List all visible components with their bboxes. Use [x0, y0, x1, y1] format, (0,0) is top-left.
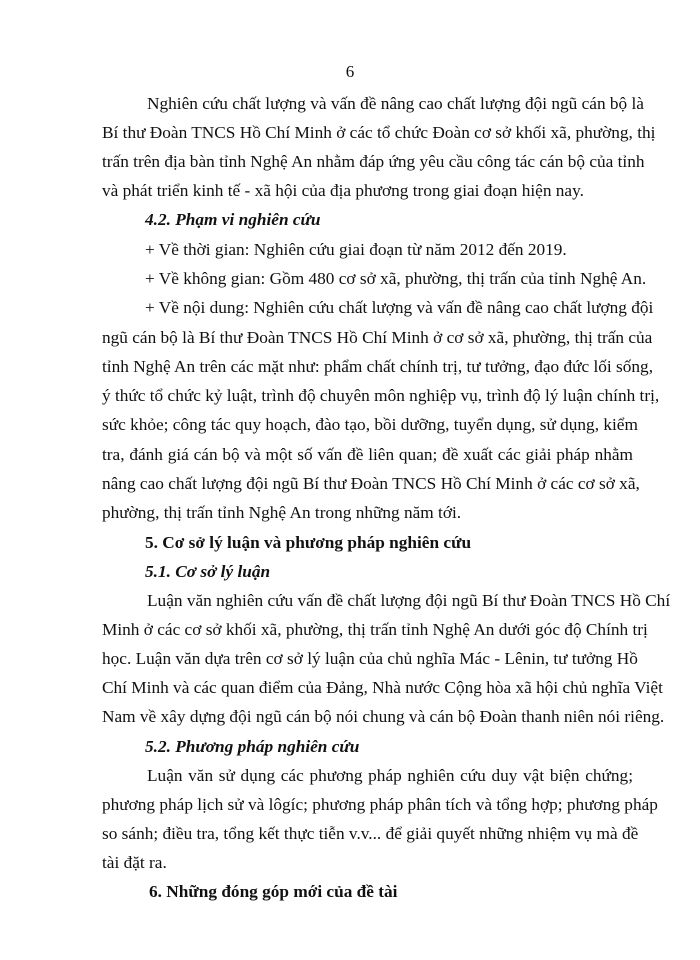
paragraph-1-line-3: trấn trên địa bàn tỉnh Nghệ An nhằm đáp ứng yêu cầu công tác cán bộ của tỉnh [102, 152, 645, 171]
scope-content-line-6: tra, đánh giá cán bộ và một số vấn đề liên quan; đề xuất các giải pháp nhằm [102, 445, 633, 464]
method-line-1: Luận văn sử dụng các phương pháp nghiên cứu duy vật biện chứng; [147, 766, 633, 785]
scope-content-line-1: + Về nội dung: Nghiên cứu chất lượng và vấn đề nâng cao chất lượng đội [145, 298, 654, 317]
theory-line-1: Luận văn nghiên cứu vấn đề chất lượng đội ngũ Bí thư Đoàn TNCS Hồ Chí [147, 591, 671, 610]
method-line-4: tài đặt ra. [102, 853, 167, 872]
section-heading-5-2: 5.2. Phương pháp nghiên cứu [145, 737, 360, 756]
paragraph-1-line-4: và phát triển kinh tế - xã hội của địa phương trong giai đoạn hiện nay. [102, 181, 584, 200]
theory-line-5: Nam về xây dựng đội ngũ cán bộ nói chung và cán bộ Đoàn thanh niên nói riêng. [102, 707, 665, 726]
scope-space: + Về không gian: Gồm 480 cơ sở xã, phường, thị trấn của tỉnh Nghệ An. [145, 269, 647, 288]
method-line-3: so sánh; điều tra, tổng kết thực tiễn v.v... để giải quyết những nhiệm vụ mà đề [102, 824, 639, 843]
theory-line-3: học. Luận văn dựa trên cơ sở lý luận của chủ nghĩa Mác - Lênin, tư tưởng Hồ [102, 649, 638, 668]
scope-content-line-4: ý thức tổ chức kỷ luật, trình độ chuyên môn nghiệp vụ, trình độ lý luận chính trị, [102, 386, 660, 405]
paragraph-1-line-1: Nghiên cứu chất lượng và vấn đề nâng cao chất lượng đội ngũ cán bộ là [147, 94, 644, 113]
section-heading-5-1: 5.1. Cơ sở lý luận [145, 562, 271, 581]
page-number: 6 [345, 62, 355, 81]
scope-content-line-3: tỉnh Nghệ An trên các mặt như: phẩm chất chính trị, tư tưởng, đạo đức lối sống, [102, 357, 654, 376]
scope-time: + Về thời gian: Nghiên cứu giai đoạn từ năm 2012 đến 2019. [145, 240, 567, 259]
section-heading-4-2: 4.2. Phạm vi nghiên cứu [145, 210, 321, 229]
section-heading-5: 5. Cơ sở lý luận và phương pháp nghiên cứu [145, 533, 472, 552]
paragraph-1-line-2: Bí thư Đoàn TNCS Hồ Chí Minh ở các tổ chức Đoàn cơ sở khối xã, phường, thị [102, 123, 656, 142]
scope-content-line-5: sức khỏe; công tác quy hoạch, đào tạo, bồi dưỡng, tuyển dụng, sử dụng, kiểm [102, 415, 638, 434]
method-line-2: phương pháp lịch sử và lôgíc; phương pháp phân tích và tổng hợp; phương pháp [102, 795, 658, 814]
scope-content-line-8: phường, thị trấn tỉnh Nghệ An trong những năm tới. [102, 503, 462, 522]
theory-line-4: Chí Minh và các quan điểm của Đảng, Nhà nước Cộng hòa xã hội chủ nghĩa Việt [102, 678, 663, 697]
scope-content-line-2: ngũ cán bộ là Bí thư Đoàn TNCS Hồ Chí Minh ở cơ sở xã, phường, thị trấn của [102, 328, 653, 347]
section-heading-6: 6. Những đóng góp mới của đề tài [149, 882, 398, 901]
scope-content-line-7: nâng cao chất lượng đội ngũ Bí thư Đoàn TNCS Hồ Chí Minh ở các cơ sở xã, [102, 474, 640, 493]
theory-line-2: Minh ở các cơ sở khối xã, phường, thị trấn tỉnh Nghệ An dưới góc độ Chính trị [102, 620, 648, 639]
